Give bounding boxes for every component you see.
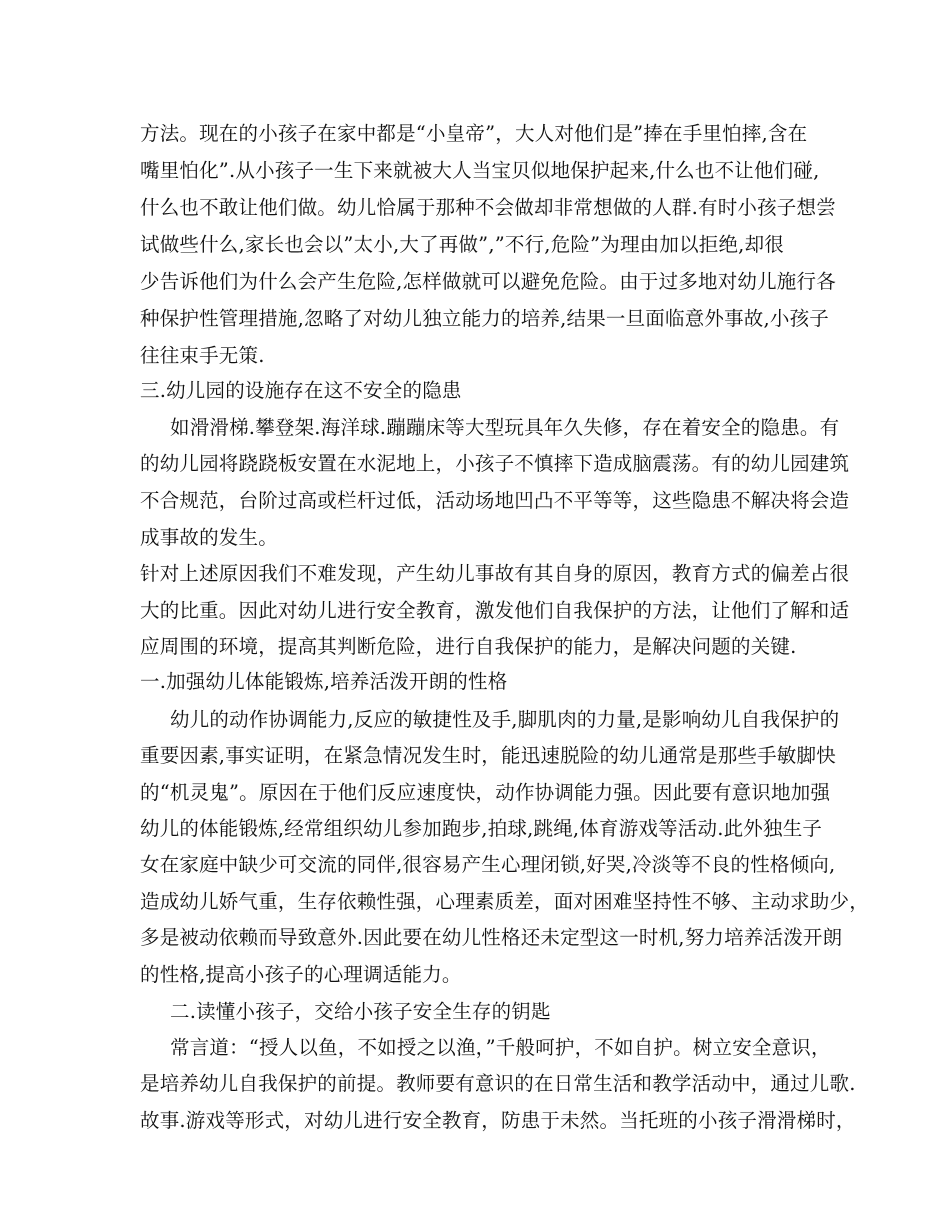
text-line: 试做些什么,家长也会以”太小,大了再做”,”不行,危险”为理由加以拒绝,却很: [140, 233, 784, 256]
text-line: 幼儿的动作协调能力,反应的敏捷性及手,脚肌肉的力量,是影响幼儿自我保护的: [170, 708, 840, 731]
text-line: 是培养幼儿自我保护的前提。教师要有意识的在日常生活和教学活动中，通过儿歌.: [140, 1072, 856, 1095]
text-line: 什么也不敢让他们做。幼儿恰属于那种不会做却非常想做的人群.有时小孩子想尝: [140, 196, 836, 219]
text-line: 嘴里怕化”.从小孩子一生下来就被大人当宝贝似地保护起来,什么也不让他们碰,: [140, 159, 820, 182]
text-line: 针对上述原因我们不难发现，产生幼儿事故有其自身的原因，教育方式的偏差占很: [140, 562, 850, 585]
text-line: 的“机灵鬼”。原因在于他们反应速度快，动作协调能力强。因此要有意识地加强: [140, 781, 831, 804]
text-line: 往往束手无策.: [140, 344, 265, 367]
text-line: 少告诉他们为什么会产生危险,怎样做就可以避免危险。由于过多地对幼儿施行各: [140, 270, 836, 293]
text-line: 故事.游戏等形式，对幼儿进行安全教育，防患于未然。当托班的小孩子滑滑梯时，: [140, 1109, 856, 1132]
section-heading: 一.加强幼儿体能锻炼,培养活泼开朗的性格: [140, 670, 508, 693]
text-line: 常言道：“授人以鱼，不如授之以渔，”千般呵护，不如自护。树立安全意识，: [170, 1036, 831, 1059]
text-line: 重要因素,事实证明，在紧急情况发生时，能迅速脱险的幼儿通常是那些手敏脚快: [140, 744, 836, 767]
text-line: 的性格,提高小孩子的心理调适能力。: [140, 963, 462, 986]
text-line: 女在家庭中缺少可交流的同伴,很容易产生心理闭锁,好哭,冷淡等不良的性格倾向,: [140, 853, 836, 876]
text-line: 多是被动依赖而导致意外.因此要在幼儿性格还未定型这一时机,努力培养活泼开朗: [140, 926, 843, 949]
text-line: 不合规范，台阶过高或栏杆过低，活动场地凹凸不平等等，这些隐患不解决将会造: [140, 489, 850, 512]
text-line: 成事故的发生。: [140, 526, 278, 549]
text-line: 如滑滑梯.攀登架.海洋球.蹦蹦床等大型玩具年久失修，存在着安全的隐患。有: [170, 416, 840, 439]
text-line: 造成幼儿娇气重，生存依赖性强，心理素质差，面对困难坚持性不够、主动求助少，: [140, 890, 869, 913]
section-heading: 三.幼儿园的设施存在这不安全的隐患: [140, 379, 462, 402]
text-line: 大的比重。因此对幼儿进行安全教育，激发他们自我保护的方法，让他们了解和适: [140, 599, 850, 622]
text-line: 种保护性管理措施,忽略了对幼儿独立能力的培养,结果一旦面临意外事故,小孩子: [140, 307, 829, 330]
section-heading: 二.读懂小孩子，交给小孩子安全生存的钥匙: [170, 1000, 551, 1023]
text-line: 幼儿的体能锻炼,经常组织幼儿参加跑步,拍球,跳绳,体育游戏等活动.此外独生子: [140, 817, 823, 840]
text-line: 应周围的环境，提高其判断危险，进行自我保护的能力，是解决问题的关键.: [140, 635, 797, 658]
text-line: 的幼儿园将跷跷板安置在水泥地上，小孩子不慎摔下造成脑震荡。有的幼儿园建筑: [140, 452, 850, 475]
text-line: 方法。现在的小孩子在家中都是“小皇帝”，大人对他们是”捧在手里怕摔,含在: [140, 122, 808, 145]
